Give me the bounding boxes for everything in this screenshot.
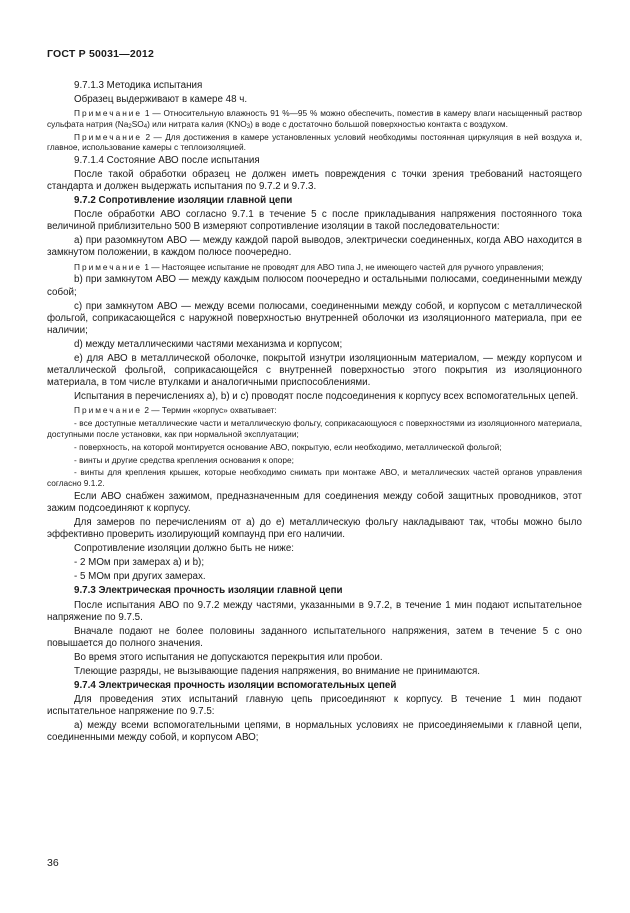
paragraph: Тлеющие разряды, не вызывающие падения напряжения, во внимание не принимаются. [74,665,481,677]
paragraph: Вначале подают не более половины заданного испытательного напряжения, затем в течение 5 с оно повышается до полного значения. [47,625,582,649]
paragraph: Во время этого испытания не допускаются перекрытия или пробои. [74,651,383,663]
paragraph: После испытания АВО по 9.7.2 между частями, указанными в 9.7.2, в течение 1 мин подают испытательное напряжение по 9.7.5. [47,599,582,623]
list-item: - 2 МОм при замерах а) и b); [74,557,205,569]
note-label: Примечание [74,405,143,416]
list-item: - 5 МОм при других замерах. [74,571,206,583]
document-header: ГОСТ Р 50031—2012 [47,48,155,60]
note-list-item: - все доступные металлические части и металлическую фольгу, соприкасающуюся с поверхностями из изоляционного материала, доступными после установки, как при нормальной эксплуатации; [47,418,582,439]
list-item: а) между всеми вспомогательными цепями, в нормальных условиях не присоединяемыми к главной цепи, соединенными между собой, и корпусом АВО; [47,720,582,744]
paragraph: Сопротивление изоляции должно быть не ниже: [74,543,295,555]
note-list-item: - винты и другие средства крепления основания к опоре; [74,454,294,465]
paragraph: После обработки АВО согласно 9.7.1 в течение 5 с после прикладывания напряжения постоянного тока величиной приблизительно 500 В измеряют сопротивление изоляции в такой последовательности: [47,209,582,233]
paragraph: Образец выдерживают в камере 48 ч. [74,94,248,106]
list-item: d) между металлическими частями механизма и корпусом; [74,338,343,350]
list-item: е) для АВО в металлической оболочке, покрытой изнутри изоляционным материалом, — между корпусом и металлической фольгой, соприкасающейся с внутренней поверхностью этого покрытия из изоляционного материала, в том числе втулками и аналогичными приспособлениями. [47,353,582,389]
subsection-heading: 9.7.1.3 Методика испытания [74,80,203,91]
note-label: Примечание [74,108,143,119]
note-label: Примечание [74,131,143,142]
note: Примечание 2 — Для достижения в камере установленных условий необходимы постоянная циркуляция в ней воздуха и, главное, использование камеры с теплоизоляцией. [47,131,582,152]
paragraph: Для проведения этих испытаний главную цепь присоединяют к корпусу. В течение 1 мин подают испытательное напряжение по 9.7.5: [47,694,582,718]
section-heading: 9.7.2 Сопротивление изоляции главной цепи [74,195,293,207]
list-item: b) при замкнутом АВО — между каждым полюсом поочередно и остальными полюсами, соединенными между собой; [47,274,582,298]
subsection-heading: 9.7.1.4 Состояние АВО после испытания [74,154,260,166]
paragraph: Испытания в перечислениях а), b) и c) проводят после подсоединения к корпусу всех вспомогательных цепей. [74,391,579,403]
list-item: а) при разомкнутом АВО — между каждой парой выводов, электрически соединенных, когда АВО находится в замкнутом положении, в каждом полюсе поочередно. [47,235,582,259]
note: Примечание 1 — Настоящее испытание не проводят для АВО типа J, не имеющего частей для ручного управления; [74,261,544,272]
paragraph: После такой обработки образец не должен иметь повреждения с точки зрения требований настоящего стандарта и должен выдержать испытания по 9.7.2 и 9.7.3. [47,168,582,192]
page-number: 36 [47,857,59,869]
note-label: Примечание [74,261,143,272]
note-list-item: - поверхность, на которой монтируется основание АВО, покрытую, если необходимо, металлической фольгой; [74,441,502,452]
paragraph: Если АВО снабжен зажимом, предназначенным для соединения между собой защитных проводников, этот зажим подсоединяют к корпусу. [47,490,582,514]
document-body [47,80,582,747]
note-list-item: - винты для крепления крышек, которые необходимо снимать при монтаже АВО, и металлических частей органов управления согласно 9.1.2. [47,467,582,488]
section-heading: 9.7.3 Электрическая прочность изоляции главной цепи [74,585,343,597]
note: Примечание 1 — Относительную влажность 91 %—95 % можно обеспечить, поместив в камеру влаги насыщенный раствор сульфата натрия $(Na_2SO_4)$ или нитрата калия $(KNO_3)$ в воде с достаточно большой поверхностью контакта с воздухом. [47,108,582,130]
section-heading: 9.7.4 Электрическая прочность изоляции вспомогательных цепей [74,680,397,692]
paragraph: Для замеров по перечислениям от а) до е) металлическую фольгу накладывают так, чтобы можно было эффективно проверить изолирующий компаунд при его наличии. [47,516,582,541]
list-item: c) при замкнутом АВО — между всеми полюсами, соединенными между собой, и корпусом с металлической фольгой, соприкасающейся с наружной поверхностью внутренней оболочки из изоляционного материала, при ее наличии; [47,300,582,336]
note: Примечание 2 — Термин «корпус» охватывает: [74,405,277,416]
